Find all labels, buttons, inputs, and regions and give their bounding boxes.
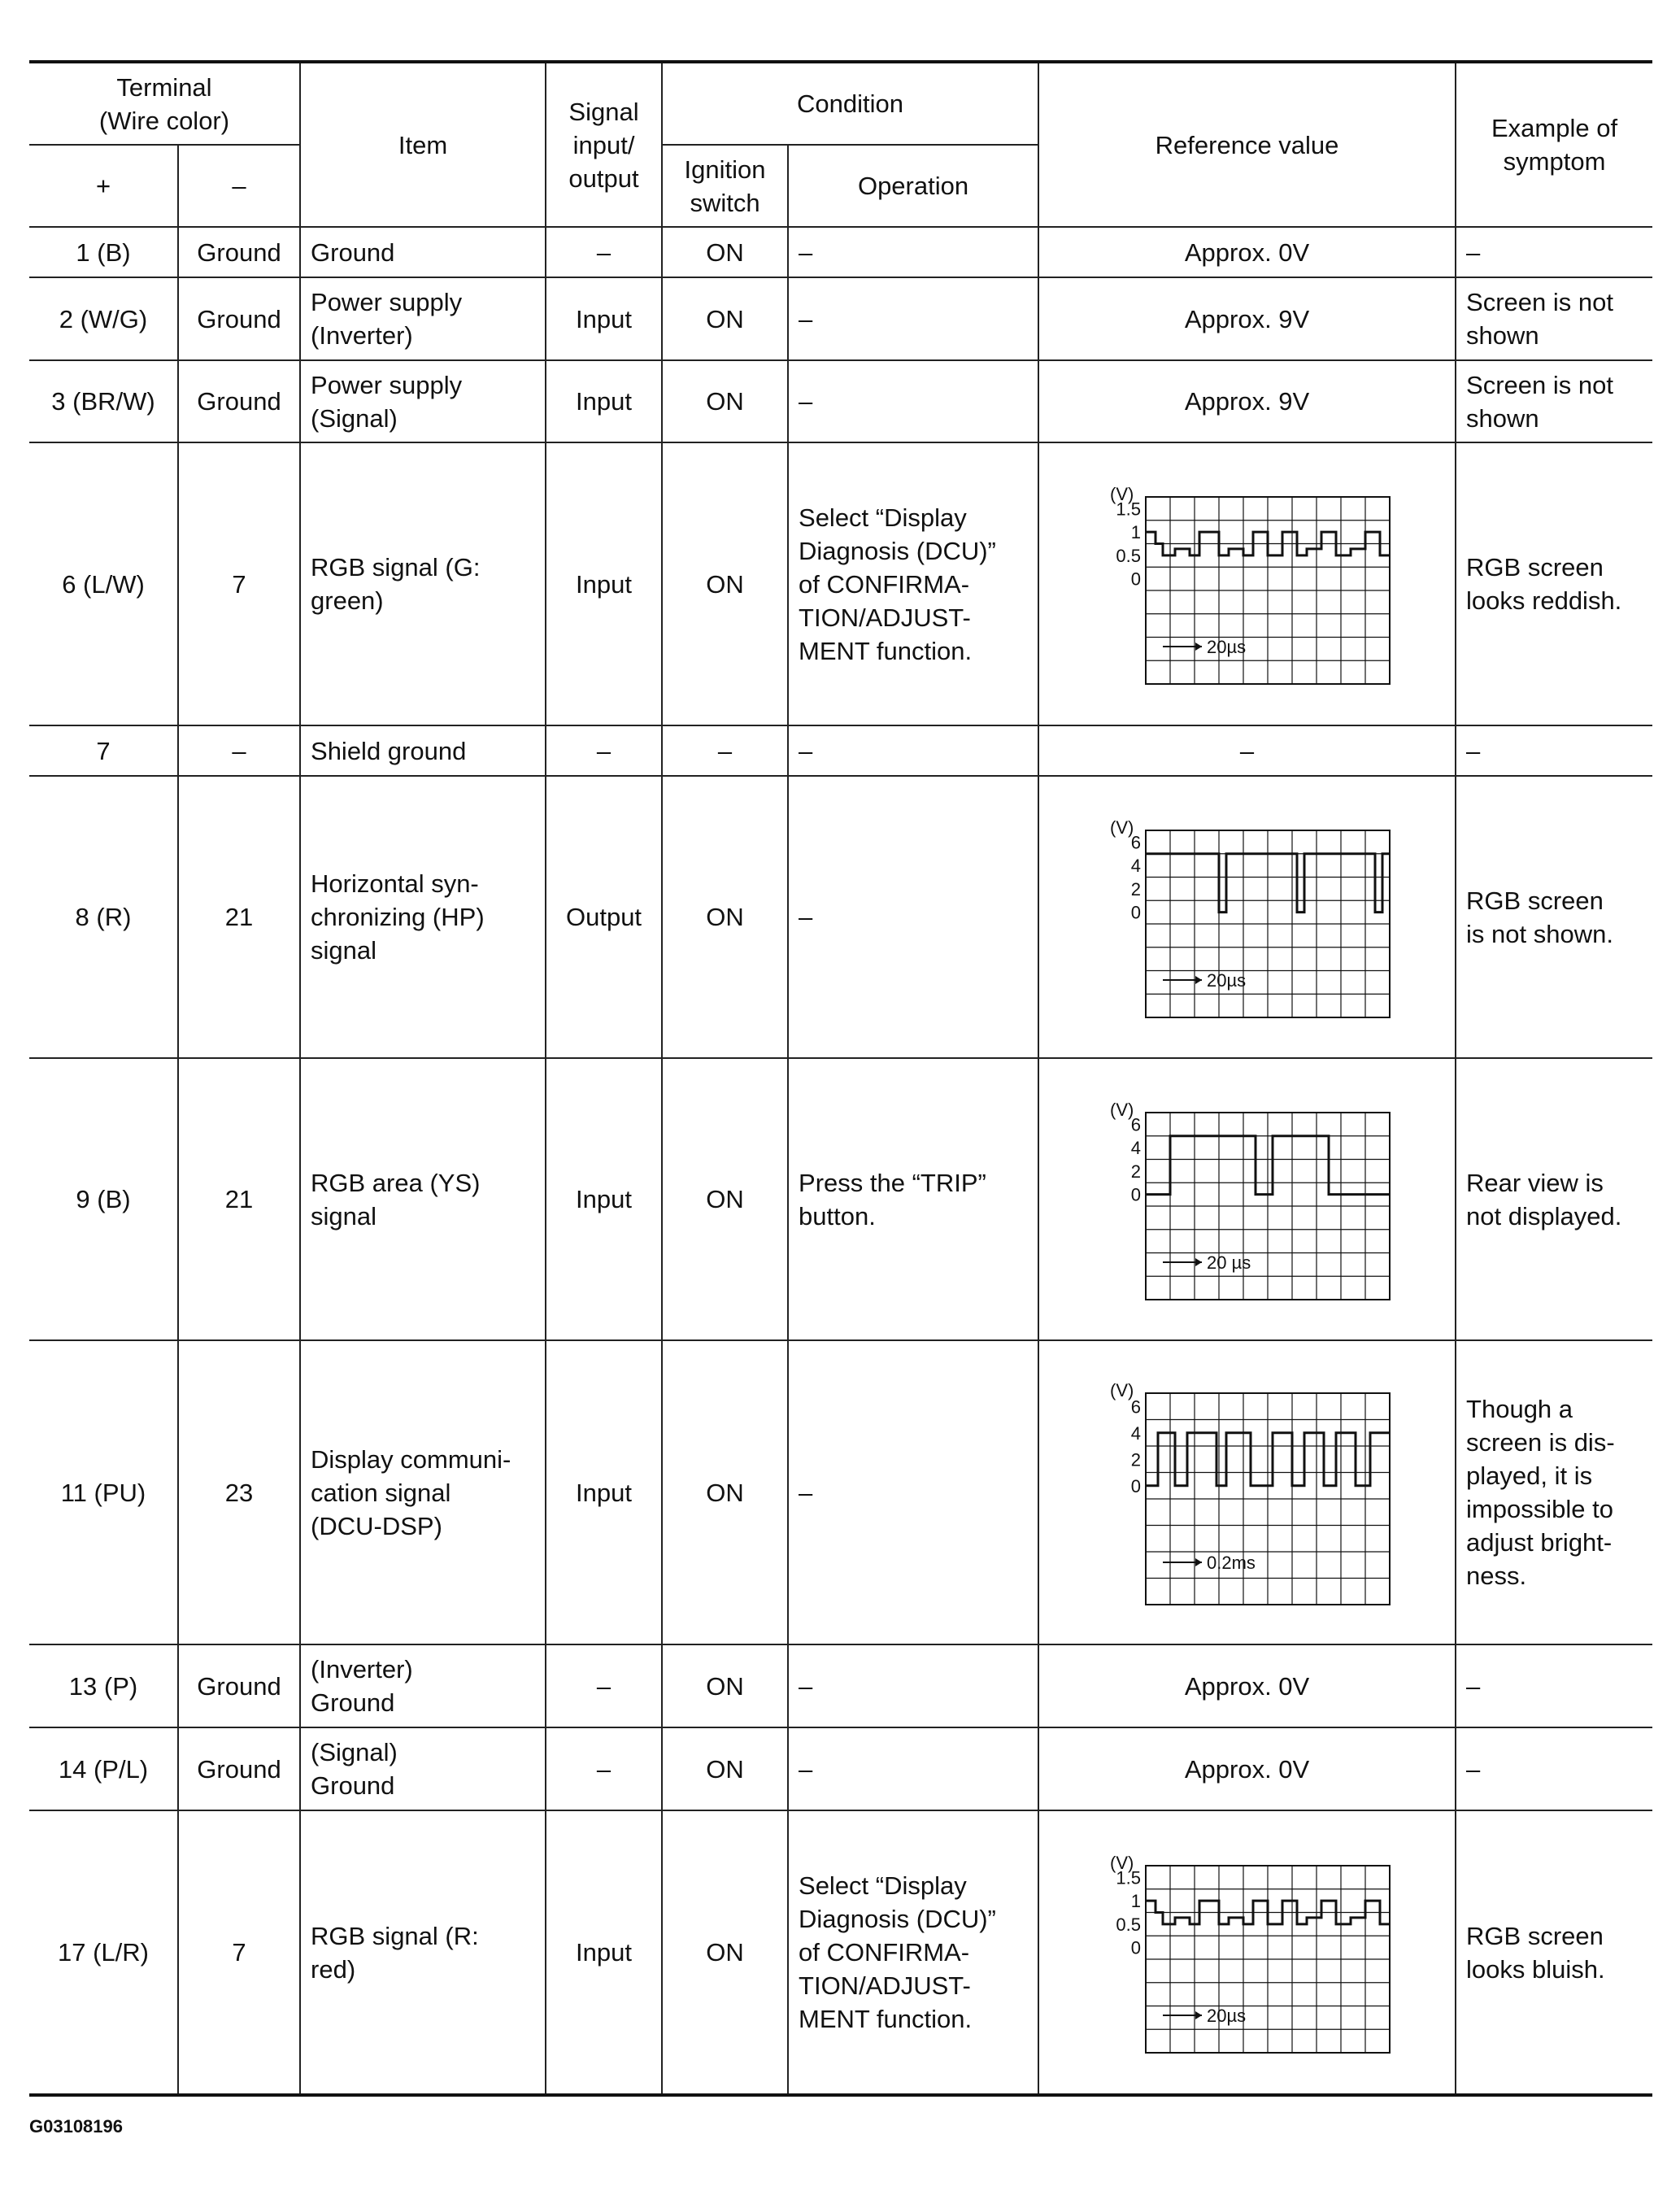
cell-minus [178,1058,300,1340]
cell-op [788,776,1038,1058]
cell-text: Select “Display Diagnosis (DCU)” of CONFIRMA- TION/ADJUST- MENT function. [799,503,996,665]
cell-text: 13 (P) [68,1671,138,1701]
cell-text: Approx. 0V [1184,1671,1310,1701]
cell-op [788,442,1038,725]
cell-text: (Signal) Ground [311,1738,398,1800]
cell-text: – [799,387,813,416]
scope-unit-label: (V) [1109,1380,1134,1400]
cell-plus [29,1727,178,1810]
cell-ref [1038,725,1456,776]
scope-y-tick: 4 [1130,1137,1141,1158]
cell-text: – [799,1671,813,1701]
cell-text: (Inverter) Ground [311,1655,413,1717]
scope-y-tick: 0.5 [1115,1914,1141,1935]
cell-text: RGB area (YS) signal [311,1168,481,1231]
cell-text: – [596,1671,612,1701]
cell-minus [178,277,300,360]
cell-io [546,277,662,360]
cell-symptom [1456,1058,1652,1340]
cell-ref [1038,442,1456,725]
cell-text: ON [706,1671,744,1701]
cell-op [788,1727,1038,1810]
figure-code: G03108196 [29,2116,123,2137]
cell-io [546,442,662,725]
table-row [29,1340,1652,1644]
cell-text: Approx. 9V [1184,304,1310,333]
cell-text: Power supply (Signal) [311,370,463,433]
cell-minus [178,1727,300,1810]
oscilloscope-figure [1039,1370,1455,1614]
cell-text: – [232,736,246,765]
cell-text: – [1466,736,1481,765]
scope-unit-label: (V) [1109,1099,1134,1120]
cell-op [788,1340,1038,1644]
cell-text: 11 (PU) [60,1478,146,1507]
cell-text: Shield ground [311,736,467,765]
cell-io [546,1727,662,1810]
cell-item [300,776,546,1058]
cell-ign [662,360,788,442]
cell-text: Input [576,1478,632,1507]
oscilloscope-figure [1039,474,1455,694]
cell-minus [178,227,300,277]
cell-text: 1 (B) [76,237,131,267]
cell-symptom [1456,227,1652,277]
cell-ign [662,1340,788,1644]
cell-text: RGB screen is not shown. [1466,886,1613,948]
cell-op [788,277,1038,360]
scope-y-tick: 4 [1130,855,1141,876]
scope-unit-label: (V) [1109,817,1134,838]
cell-text: ON [706,1938,744,1967]
cell-text: 7 [232,1938,246,1967]
table-row [29,725,1652,776]
header-terminal: Terminal (Wire color) [29,62,300,145]
cell-text: Input [576,1938,632,1967]
table-row [29,1058,1652,1340]
cell-item [300,725,546,776]
time-arrowhead [1195,2011,1202,2019]
cell-text: – [1466,237,1481,267]
cell-text: – [799,903,813,931]
time-arrowhead [1195,976,1202,984]
cell-ref [1038,227,1456,277]
cell-item [300,442,546,725]
header-item: Item [300,62,546,227]
scope-y-tick: 1.5 [1115,1866,1141,1888]
scope-y-tick: 0 [1130,568,1141,590]
cell-text: Ground [197,1754,281,1784]
scope-y-tick: 6 [1130,831,1141,852]
cell-symptom [1456,1340,1652,1644]
cell-ref [1038,1727,1456,1810]
cell-text: Screen is not shown [1466,288,1613,350]
table-row [29,277,1652,360]
header-ignition: Ignition switch [662,145,788,227]
scope-hp [1097,808,1398,1027]
scope-y-tick: 2 [1130,1449,1141,1470]
cell-op [788,725,1038,776]
scope-unit-label: (V) [1109,1852,1134,1873]
cell-item [300,277,546,360]
cell-text: ON [706,387,744,416]
cell-ign [662,227,788,277]
cell-text: Ground [197,237,281,267]
cell-item [300,1644,546,1727]
cell-text: – [1466,1671,1481,1701]
scope-y-tick: 0 [1130,1184,1141,1205]
cell-minus [178,1810,300,2095]
cell-text: Display communi- cation signal (DCU-DSP) [311,1444,511,1540]
cell-text: – [717,736,733,765]
cell-ref [1038,1644,1456,1727]
cell-item [300,227,546,277]
cell-ref [1038,1810,1456,2095]
scope-y-tick: 0 [1130,1475,1141,1496]
table-row [29,227,1652,277]
cell-io [546,1058,662,1340]
cell-text: Approx. 9V [1184,387,1310,416]
cell-ign [662,1810,788,2095]
cell-minus [178,1644,300,1727]
scope-y-tick: 2 [1130,1161,1141,1182]
cell-text: 23 [224,1478,254,1507]
cell-text: Input [576,569,632,599]
scope-time-label: 20µs [1206,969,1246,991]
cell-io [546,1340,662,1644]
cell-io [546,360,662,442]
cell-text: Ground [197,1671,281,1701]
scope-y-tick: 2 [1130,878,1141,899]
cell-text: 7 [96,736,111,765]
cell-io [546,725,662,776]
scope-ys [1097,1090,1398,1309]
scope-y-tick: 6 [1130,1113,1141,1135]
cell-text: Rear view is not displayed. [1466,1168,1622,1231]
cell-plus [29,227,178,277]
cell-text: Ground [197,304,281,333]
cell-io [546,776,662,1058]
cell-ref [1038,360,1456,442]
cell-symptom [1456,1810,1652,2095]
cell-symptom [1456,776,1652,1058]
cell-item [300,360,546,442]
cell-plus [29,360,178,442]
cell-ign [662,725,788,776]
scope-y-tick: 4 [1130,1422,1141,1444]
cell-text: Select “Display Diagnosis (DCU)” of CONFIRMA- TION/ADJUST- MENT function. [799,1871,996,2033]
cell-text: – [596,1754,612,1784]
cell-io [546,1644,662,1727]
table-row [29,1644,1652,1727]
cell-minus [178,776,300,1058]
table-row [29,1727,1652,1810]
cell-text: 14 (P/L) [58,1754,149,1784]
cell-text: – [596,237,612,267]
header-symptom: Example of symptom [1456,62,1652,227]
cell-ref [1038,1058,1456,1340]
oscilloscope-figure [1039,1090,1455,1309]
cell-text: ON [706,569,744,599]
header-minus: – [178,145,300,227]
cell-text: Ground [311,237,395,267]
cell-symptom [1456,277,1652,360]
cell-symptom [1456,1727,1652,1810]
terminal-reference-table-sheet [29,60,1652,2097]
time-arrowhead [1195,1258,1202,1266]
cell-symptom [1456,725,1652,776]
oscilloscope-figure [1039,1843,1455,2063]
cell-symptom [1456,1644,1652,1727]
cell-text: 3 (BR/W) [51,387,155,416]
scope-time-label: 0.2ms [1206,1553,1256,1573]
header-signal-io: Signal input/ output [546,62,662,227]
cell-text: 6 (L/W) [62,569,145,599]
cell-item [300,1058,546,1340]
cell-text: Power supply (Inverter) [311,288,463,350]
cell-item [300,1340,546,1644]
cell-plus [29,1644,178,1727]
cell-symptom [1456,360,1652,442]
cell-ign [662,1644,788,1727]
cell-ign [662,776,788,1058]
cell-text: Horizontal syn- chronizing (HP) signal [311,869,485,965]
cell-item [300,1810,546,2095]
cell-ref [1038,1340,1456,1644]
scope-y-tick: 0 [1130,1937,1141,1958]
scope-y-tick: 1 [1130,522,1141,543]
cell-text: ON [706,903,744,931]
cell-text: – [1466,1754,1481,1784]
cell-item [300,1727,546,1810]
cell-ign [662,1058,788,1340]
time-arrowhead [1195,1558,1202,1566]
cell-text: 9 (B) [76,1185,131,1213]
cell-text: – [799,736,813,765]
cell-text: 17 (L/R) [58,1938,149,1967]
cell-plus [29,725,178,776]
cell-text: 7 [232,569,246,599]
cell-text: Input [576,304,632,333]
scope-time-label: 20 µs [1206,1252,1251,1273]
cell-op [788,227,1038,277]
scope-y-tick: 1 [1130,1890,1141,1911]
cell-text: 8 (R) [75,903,132,931]
cell-text: 2 (W/G) [59,304,148,333]
cell-plus [29,442,178,725]
header-operation: Operation [788,145,1038,227]
cell-text: RGB screen looks bluish. [1466,1921,1605,1984]
terminal-table [29,60,1652,2097]
cell-plus [29,1810,178,2095]
cell-text: – [596,736,612,765]
cell-text: RGB screen looks reddish. [1466,553,1622,615]
cell-text: Output [565,903,642,931]
cell-ref [1038,277,1456,360]
cell-op [788,1810,1038,2095]
cell-text: ON [706,1185,744,1213]
cell-text: Approx. 0V [1184,237,1310,267]
table-row [29,360,1652,442]
cell-text: RGB signal (R: red) [311,1921,479,1984]
scope-time-label: 20µs [1206,637,1246,657]
scope-time-label: 20µs [1206,2005,1246,2026]
oscilloscope-figure [1039,808,1455,1027]
cell-text: ON [706,1478,744,1507]
cell-ref [1038,776,1456,1058]
header-plus: + [29,145,178,227]
cell-text: ON [706,304,744,333]
header-reference: Reference value [1038,62,1456,227]
cell-io [546,1810,662,2095]
table-row [29,1810,1652,2095]
cell-op [788,1058,1038,1340]
cell-text: 21 [224,1185,254,1213]
scope-y-tick: 0 [1130,902,1141,923]
scope-dsp [1097,1370,1398,1614]
cell-symptom [1456,442,1652,725]
cell-ign [662,1727,788,1810]
cell-plus [29,1340,178,1644]
cell-text: RGB signal (G: green) [311,553,481,615]
cell-plus [29,277,178,360]
scope-r [1097,1843,1398,2063]
cell-text: Input [576,1185,632,1213]
scope-g [1097,474,1398,694]
cell-text: Approx. 0V [1184,1754,1310,1784]
cell-plus [29,1058,178,1340]
scope-unit-label: (V) [1109,484,1134,504]
cell-ign [662,442,788,725]
cell-minus [178,360,300,442]
cell-text: Ground [197,387,281,416]
header-condition: Condition [662,62,1038,145]
cell-text: – [1239,736,1255,765]
scope-y-tick: 0.5 [1115,545,1141,566]
cell-op [788,1644,1038,1727]
cell-ign [662,277,788,360]
cell-text: ON [706,1754,744,1784]
cell-io [546,227,662,277]
cell-plus [29,776,178,1058]
cell-op [788,360,1038,442]
scope-y-tick: 1.5 [1115,499,1141,520]
cell-minus [178,725,300,776]
cell-text: ON [706,237,744,267]
cell-text: Screen is not shown [1466,370,1613,433]
scope-y-tick: 6 [1130,1396,1141,1418]
cell-text: Input [576,387,632,416]
cell-text: Though a screen is dis- played, it is impossible to adjust bright- ness. [1466,1395,1615,1590]
cell-minus [178,1340,300,1644]
cell-minus [178,442,300,725]
cell-text: – [799,304,813,333]
table-body [29,227,1652,2095]
cell-text: 21 [224,903,254,931]
cell-text: – [799,237,813,267]
cell-text: Press the “TRIP” button. [799,1168,986,1231]
cell-text: – [799,1478,813,1507]
time-arrowhead [1195,642,1202,651]
table-row [29,442,1652,725]
table-row [29,776,1652,1058]
cell-text: – [799,1754,813,1784]
